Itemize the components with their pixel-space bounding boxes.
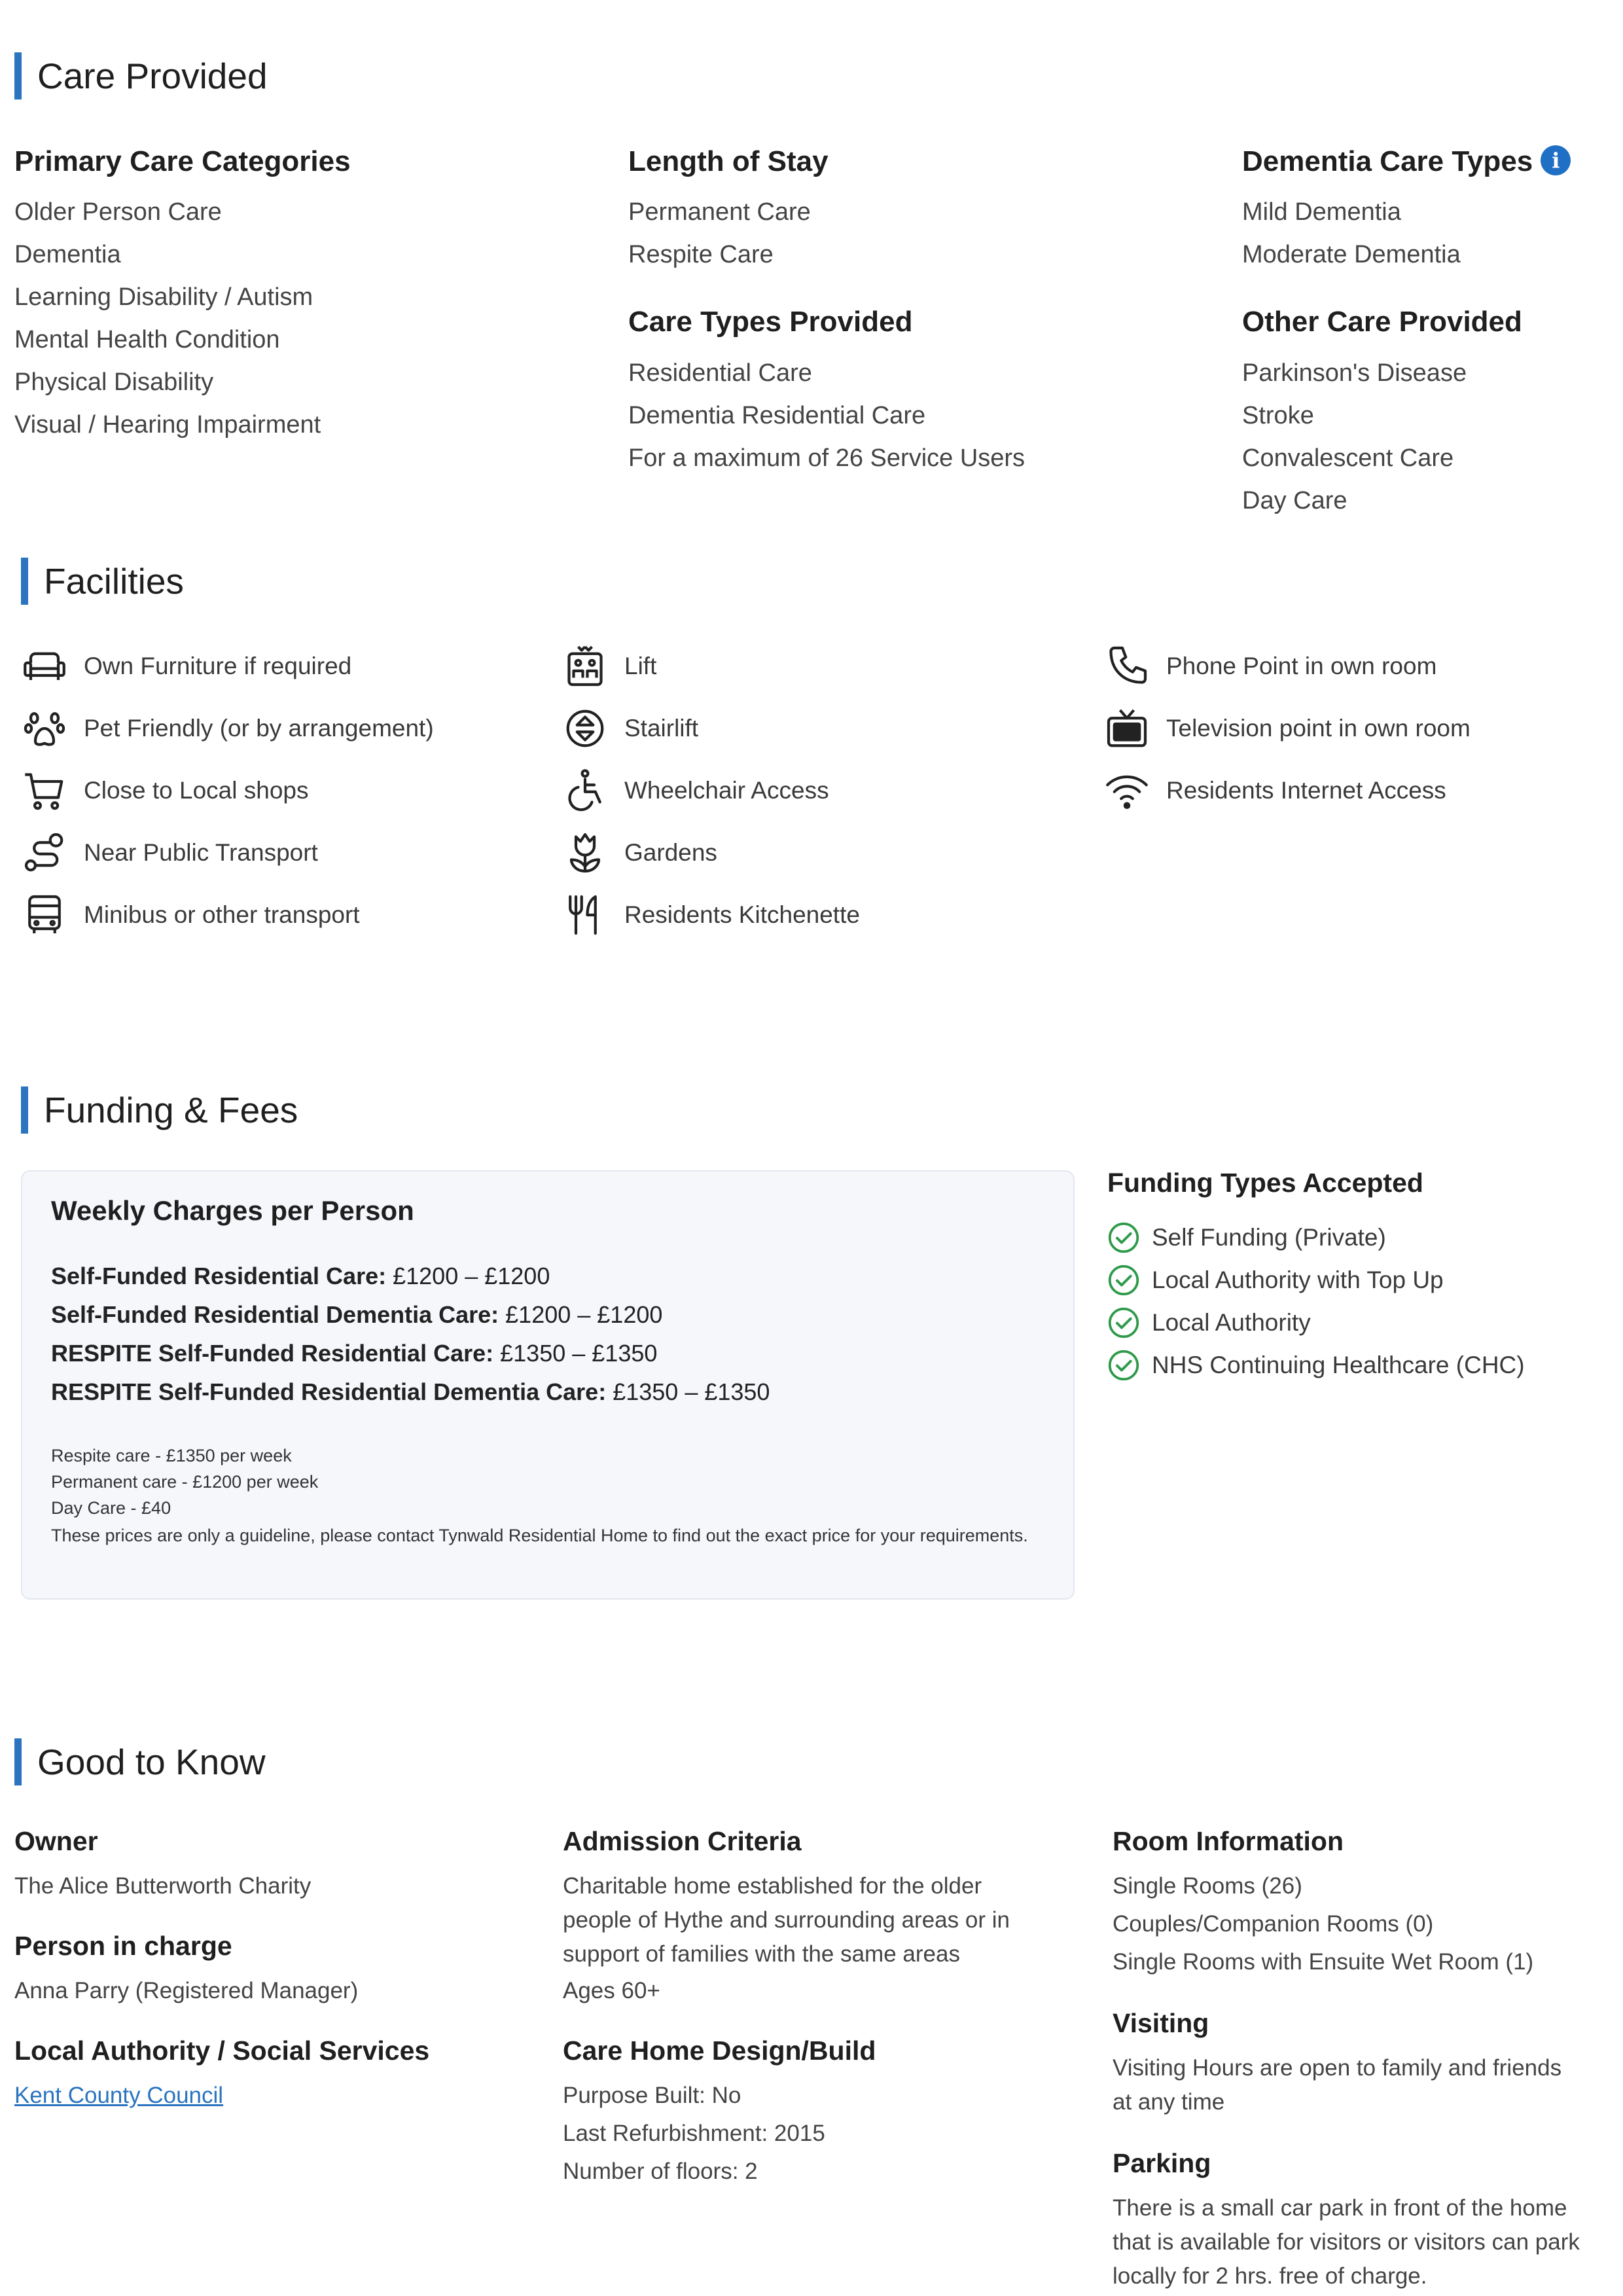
facility-item bbox=[20, 635, 434, 697]
list-item: Parkinson's Disease bbox=[1242, 359, 1467, 387]
route-icon bbox=[20, 828, 69, 878]
facility-item bbox=[20, 884, 434, 946]
facilities-column-2 bbox=[560, 635, 860, 946]
care-types-heading: Care Types Provided bbox=[628, 306, 913, 338]
charge-value: £1200 – £1200 bbox=[393, 1263, 550, 1289]
facility-label: Own Furniture if required bbox=[84, 652, 352, 679]
other-care-list bbox=[1242, 352, 1467, 522]
parking-text: There is a small car park in front of the home that is available for visitors or visitors can park locally for 2 hrs. free of charge. bbox=[1113, 2195, 1580, 2289]
charge-row bbox=[51, 1372, 770, 1411]
dementia-care-types-heading bbox=[1242, 145, 1571, 178]
funding-type-label: Local Authority with Top Up bbox=[1152, 1266, 1444, 1293]
facility-item bbox=[20, 759, 434, 821]
facility-item bbox=[560, 821, 860, 884]
other-care-heading: Other Care Provided bbox=[1242, 306, 1522, 338]
list-item: Stroke bbox=[1242, 402, 1314, 429]
dementia-care-list bbox=[1242, 191, 1461, 276]
charge-label: Self-Funded Residential Care: bbox=[51, 1263, 387, 1289]
fee-note: Day Care - £40 bbox=[51, 1498, 171, 1518]
list-item: Mental Health Condition bbox=[14, 326, 280, 353]
local-authority-link[interactable]: Kent County Council bbox=[14, 2083, 224, 2108]
admission-criteria-heading: Admission Criteria bbox=[563, 1826, 802, 1856]
charge-value: £1350 – £1350 bbox=[613, 1378, 770, 1405]
list-item: Physical Disability bbox=[14, 368, 214, 396]
length-of-stay-heading: Length of Stay bbox=[628, 145, 829, 177]
charge-label: RESPITE Self-Funded Residential Dementia Care: bbox=[51, 1378, 607, 1405]
person-in-charge-heading: Person in charge bbox=[14, 1931, 232, 1961]
funding-type-label: NHS Continuing Healthcare (CHC) bbox=[1152, 1351, 1525, 1378]
owner-text: The Alice Butterworth Charity bbox=[14, 1873, 312, 1899]
facility-label: Near Public Transport bbox=[84, 838, 318, 866]
facilities-column-1 bbox=[20, 635, 434, 946]
paw-icon bbox=[20, 704, 69, 753]
room-information-heading: Room Information bbox=[1113, 1826, 1344, 1856]
fee-note: Permanent care - £1200 per week bbox=[51, 1472, 319, 1492]
charge-label: RESPITE Self-Funded Residential Care: bbox=[51, 1340, 494, 1367]
funding-type-item bbox=[1107, 1301, 1525, 1344]
list-item: Visual / Hearing Impairment bbox=[14, 411, 321, 439]
design-build-heading: Care Home Design/Build bbox=[563, 2036, 876, 2066]
check-circle-icon bbox=[1107, 1349, 1140, 1382]
flower-icon bbox=[560, 828, 610, 878]
weekly-charges-title: Weekly Charges per Person bbox=[51, 1195, 414, 1226]
list-item: Mild Dementia bbox=[1242, 198, 1401, 226]
section-title-care-provided: Care Provided bbox=[14, 52, 268, 99]
section-title-good-to-know: Good to Know bbox=[14, 1738, 266, 1785]
facility-label: Stairlift bbox=[624, 714, 699, 742]
check-circle-icon bbox=[1107, 1264, 1140, 1297]
facility-item bbox=[560, 759, 860, 821]
parking-heading: Parking bbox=[1113, 2148, 1211, 2178]
facility-label: Pet Friendly (or by arrangement) bbox=[84, 714, 434, 742]
bus-icon bbox=[20, 890, 69, 940]
charge-row bbox=[51, 1295, 770, 1334]
facility-item bbox=[1102, 697, 1471, 759]
primary-care-list bbox=[14, 191, 321, 446]
facility-item bbox=[20, 821, 434, 884]
local-authority-wrap bbox=[14, 2079, 223, 2113]
admission-criteria-text: Charitable home established for the older people of Hythe and surrounding areas or in support of families with the same areas bbox=[563, 1873, 1010, 1967]
charge-row bbox=[51, 1334, 770, 1372]
funding-types-heading: Funding Types Accepted bbox=[1107, 1168, 1423, 1198]
facility-label: Gardens bbox=[624, 838, 717, 866]
funding-types-list bbox=[1107, 1216, 1525, 1386]
phone-icon bbox=[1102, 641, 1152, 691]
dementia-heading-text: Dementia Care Types bbox=[1242, 145, 1533, 177]
list-item: Residential Care bbox=[628, 359, 812, 387]
fee-note: Respite care - £1350 per week bbox=[51, 1446, 292, 1465]
list-item: For a maximum of 26 Service Users bbox=[628, 444, 1026, 472]
funding-type-item bbox=[1107, 1344, 1525, 1386]
list-item: Day Care bbox=[1242, 487, 1347, 514]
facilities-column-3 bbox=[1102, 635, 1471, 821]
design-build-list bbox=[563, 2079, 825, 2189]
charge-row bbox=[51, 1257, 770, 1295]
facility-label: Residents Internet Access bbox=[1166, 776, 1446, 804]
owner-heading: Owner bbox=[14, 1826, 98, 1856]
list-item: Purpose Built: No bbox=[563, 2083, 741, 2108]
admission-ages: Ages 60+ bbox=[563, 1978, 660, 2003]
wifi-icon bbox=[1102, 766, 1152, 816]
facility-item bbox=[560, 697, 860, 759]
list-item: Respite Care bbox=[628, 241, 774, 268]
person-in-charge-text: Anna Parry (Registered Manager) bbox=[14, 1978, 359, 2003]
care-types-list bbox=[628, 352, 1025, 480]
list-item: Moderate Dementia bbox=[1242, 241, 1461, 268]
check-circle-icon bbox=[1107, 1306, 1140, 1339]
weekly-charges-card bbox=[21, 1170, 1075, 1600]
room-information-list bbox=[1113, 1869, 1533, 1979]
list-item: Permanent Care bbox=[628, 198, 811, 226]
primary-care-heading: Primary Care Categories bbox=[14, 145, 351, 177]
fee-notes bbox=[51, 1443, 1033, 1549]
facility-label: Minibus or other transport bbox=[84, 901, 360, 928]
funding-type-label: Local Authority bbox=[1152, 1308, 1311, 1336]
charge-label: Self-Funded Residential Dementia Care: bbox=[51, 1301, 499, 1328]
facility-label: Phone Point in own room bbox=[1166, 652, 1437, 679]
list-item: Single Rooms with Ensuite Wet Room (1) bbox=[1113, 1949, 1534, 1975]
section-title-facilities: Facilities bbox=[21, 558, 184, 605]
charge-value: £1350 – £1350 bbox=[500, 1340, 658, 1367]
facility-item bbox=[560, 635, 860, 697]
facility-label: Television point in own room bbox=[1166, 714, 1471, 742]
local-authority-heading: Local Authority / Social Services bbox=[14, 2036, 430, 2066]
facility-label: Lift bbox=[624, 652, 657, 679]
info-icon[interactable]: i bbox=[1541, 145, 1571, 175]
facility-label: Wheelchair Access bbox=[624, 776, 829, 804]
list-item: Single Rooms (26) bbox=[1113, 1873, 1302, 1899]
facility-item bbox=[1102, 759, 1471, 821]
elevator-icon bbox=[560, 641, 610, 691]
list-item: Convalescent Care bbox=[1242, 444, 1454, 472]
cart-icon bbox=[20, 766, 69, 816]
list-item: Number of floors: 2 bbox=[563, 2159, 758, 2184]
list-item: Learning Disability / Autism bbox=[14, 283, 313, 311]
funding-type-item bbox=[1107, 1259, 1525, 1301]
list-item: Older Person Care bbox=[14, 198, 222, 226]
funding-type-label: Self Funding (Private) bbox=[1152, 1223, 1386, 1251]
fee-disclaimer: These prices are only a guideline, please contact Tynwald Residential Home to find out the exact price for your requirements. bbox=[51, 1526, 1028, 1545]
wheelchair-icon bbox=[560, 766, 610, 816]
sofa-icon bbox=[20, 641, 69, 691]
visiting-heading: Visiting bbox=[1113, 2008, 1209, 2038]
facility-item bbox=[560, 884, 860, 946]
tv-icon bbox=[1102, 704, 1152, 753]
facility-item bbox=[1102, 635, 1471, 697]
charge-value: £1200 – £1200 bbox=[505, 1301, 663, 1328]
list-item: Last Refurbishment: 2015 bbox=[563, 2121, 825, 2146]
check-circle-icon bbox=[1107, 1221, 1140, 1254]
visiting-text: Visiting Hours are open to family and friends at any time bbox=[1113, 2055, 1562, 2115]
facility-item bbox=[20, 697, 434, 759]
section-title-funding-fees: Funding & Fees bbox=[21, 1086, 298, 1134]
list-item: Dementia bbox=[14, 241, 121, 268]
funding-type-item bbox=[1107, 1216, 1525, 1259]
charges-list bbox=[51, 1257, 770, 1411]
cutlery-icon bbox=[560, 890, 610, 940]
length-of-stay-list bbox=[628, 191, 811, 276]
stairlift-icon bbox=[560, 704, 610, 753]
list-item: Dementia Residential Care bbox=[628, 402, 926, 429]
list-item: Couples/Companion Rooms (0) bbox=[1113, 1911, 1434, 1937]
facility-label: Close to Local shops bbox=[84, 776, 309, 804]
facility-label: Residents Kitchenette bbox=[624, 901, 860, 928]
